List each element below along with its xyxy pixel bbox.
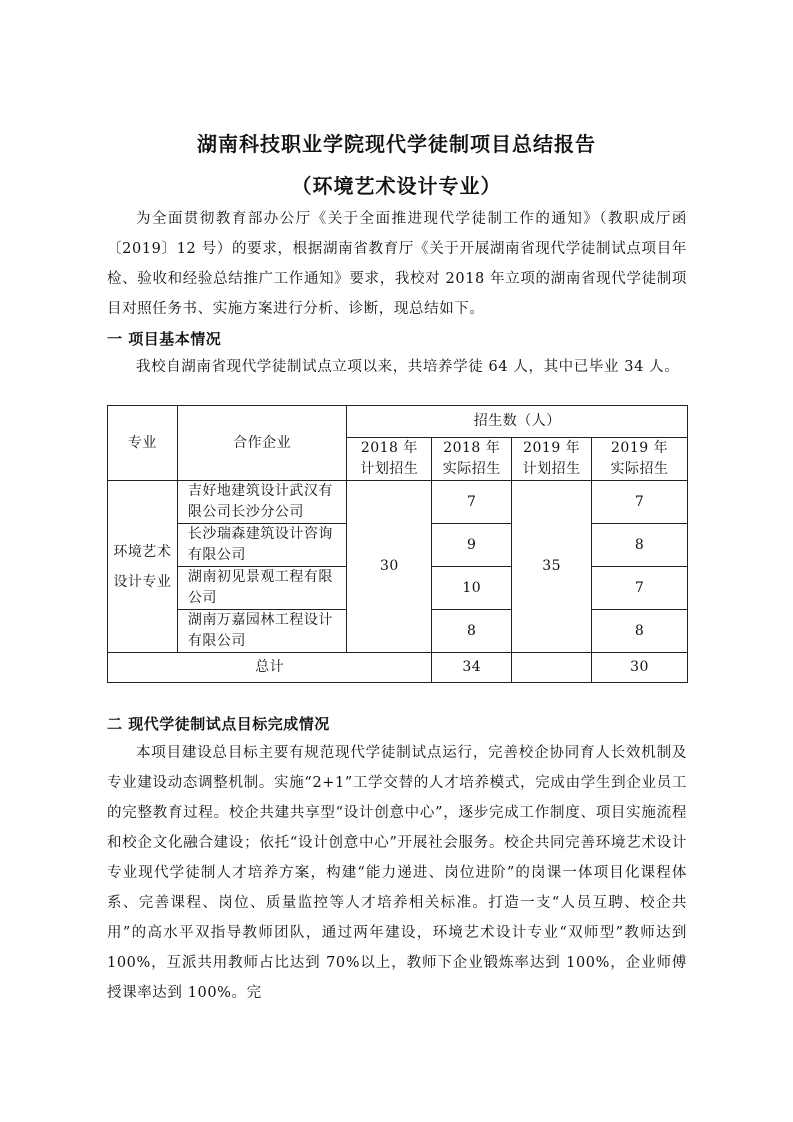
table-header-row xyxy=(108,406,688,438)
plan-2019-cell: 35 xyxy=(512,481,592,653)
company-cell: 吉好地建筑设计武汉有限公司长沙分公司 xyxy=(177,481,347,524)
actual-2018-cell: 10 xyxy=(432,567,512,610)
actual-2018-cell: 9 xyxy=(432,524,512,567)
section2-heading: 二 现代学徒制试点目标完成情况 xyxy=(107,715,330,733)
plan-2018-cell: 30 xyxy=(347,481,432,653)
section2-paragraph: 本项目建设总目标主要有规范现代学徒制试点运行，完善校企协同育人长效机制及专业建设动态调整机制。实施“2+1”工学交替的人才培养模式，完成由学生到企业员工的完整教育过程。校企共建共享型“设计创意中心”，逐步完成工作制度、项目实施流程和校企文化融合建设；依托“设计创意中心”开展社会服务。校企共同完善环境艺术设计专业现代学徒制人才培养方案，构建“能力递进、岗位进阶”的岗课一体项目化课程体系、完善课程、岗位、质量监控等人才培养相关标准。打造一支“人员互聘、校企共用”的高水平双指导教师团队，通过两年建设，环境艺术设计专业“双师型”教师达到 100%，互派共用教师占比达到 70%以上，教师下企业锻炼率达到 100%，企业师傅授课率达到 100%。完 xyxy=(107,745,687,1001)
total-2019-cell: 30 xyxy=(592,653,688,683)
header-2019-plan: 2019 年 计划招生 xyxy=(512,438,592,481)
actual-2019-cell: 8 xyxy=(592,524,688,567)
actual-2019-cell: 7 xyxy=(592,481,688,524)
document-subtitle: （环境艺术设计专业） xyxy=(291,174,502,198)
header-enrollment: 招生数（人） xyxy=(347,406,688,438)
total-label: 总计 xyxy=(108,653,432,683)
company-cell: 湖南万嘉园林工程设计有限公司 xyxy=(177,610,347,653)
company-cell: 湖南初见景观工程有限公司 xyxy=(177,567,347,610)
section1-paragraph: 我校自湖南省现代学徒制试点立项以来，共培养学徒 64 人，其中已毕业 34 人。 xyxy=(136,359,680,375)
enrollment-table xyxy=(107,405,688,683)
header-2018-actual: 2018 年 实际招生 xyxy=(432,438,512,481)
total-empty-cell xyxy=(512,653,592,683)
table-total-row xyxy=(108,653,688,683)
major-cell: 环境艺术设计专业 xyxy=(108,481,178,653)
section1-heading: 一 项目基本情况 xyxy=(107,330,222,348)
actual-2019-cell: 8 xyxy=(592,610,688,653)
actual-2018-cell: 7 xyxy=(432,481,512,524)
table-row xyxy=(108,481,688,524)
actual-2018-cell: 8 xyxy=(432,610,512,653)
intro-paragraph: 为全面贯彻教育部办公厅《关于全面推进现代学徒制工作的通知》（教职成厅函〔2019〕12 号）的要求，根据湖南省教育厅《关于开展湖南省现代学徒制试点项目年检、验收和经验总结推广工作通知》要求，我校对 2018 年立项的湖南省现代学徒制项目对照任务书、实施方案进行分析、诊断，现总结如下。 xyxy=(107,211,687,317)
header-2019-actual: 2019 年 实际招生 xyxy=(592,438,688,481)
company-cell: 长沙瑞森建筑设计咨询有限公司 xyxy=(177,524,347,567)
header-company: 合作企业 xyxy=(177,406,347,481)
total-2018-cell: 34 xyxy=(432,653,512,683)
header-2018-plan: 2018 年 计划招生 xyxy=(347,438,432,481)
document-title: 湖南科技职业学院现代学徒制项目总结报告 xyxy=(197,132,596,156)
actual-2019-cell: 7 xyxy=(592,567,688,610)
header-major: 专业 xyxy=(108,406,178,481)
